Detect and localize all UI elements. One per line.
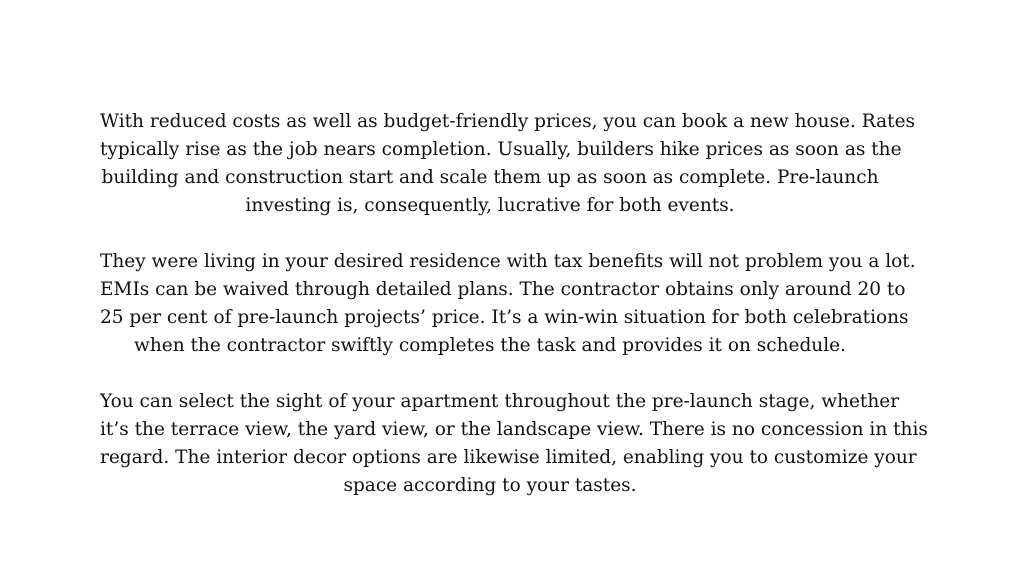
paragraph-line: typically rise as the job nears completion. Usually, builders hike prices as soon as the [100,139,902,160]
paragraph-line: 25 per cent of pre-launch projects’ price. It’s a win-win situation for both celebrations [100,307,909,328]
paragraph-3 [100,388,928,500]
text-body [100,108,928,528]
paragraph-line: it’s the terrace view, the yard view, or the landscape view. There is no concession in this [100,419,928,440]
paragraph-line: when the contractor swiftly completes the task and provides it on schedule. [134,335,846,356]
paragraph-line: space according to your tastes. [343,475,637,496]
paragraph-line: regard. The interior decor options are likewise limited, enabling you to customize your [100,447,917,468]
paragraph-1 [100,108,916,220]
paragraph-line: building and construction start and scale them up as soon as complete. Pre-launch [101,167,879,188]
paragraph-line: EMIs can be waived through detailed plans. The contractor obtains only around 20 to [100,279,906,300]
paragraph-2 [100,248,916,360]
paragraph-line: You can select the sight of your apartment throughout the pre-launch stage, whether [100,391,900,412]
paragraph-line: investing is, consequently, lucrative for both events. [245,195,735,216]
paragraph-line: With reduced costs as well as budget-friendly prices, you can book a new house. Rates [100,111,916,132]
paragraph-line: They were living in your desired residence with tax benefits will not problem you a lot. [100,251,916,272]
